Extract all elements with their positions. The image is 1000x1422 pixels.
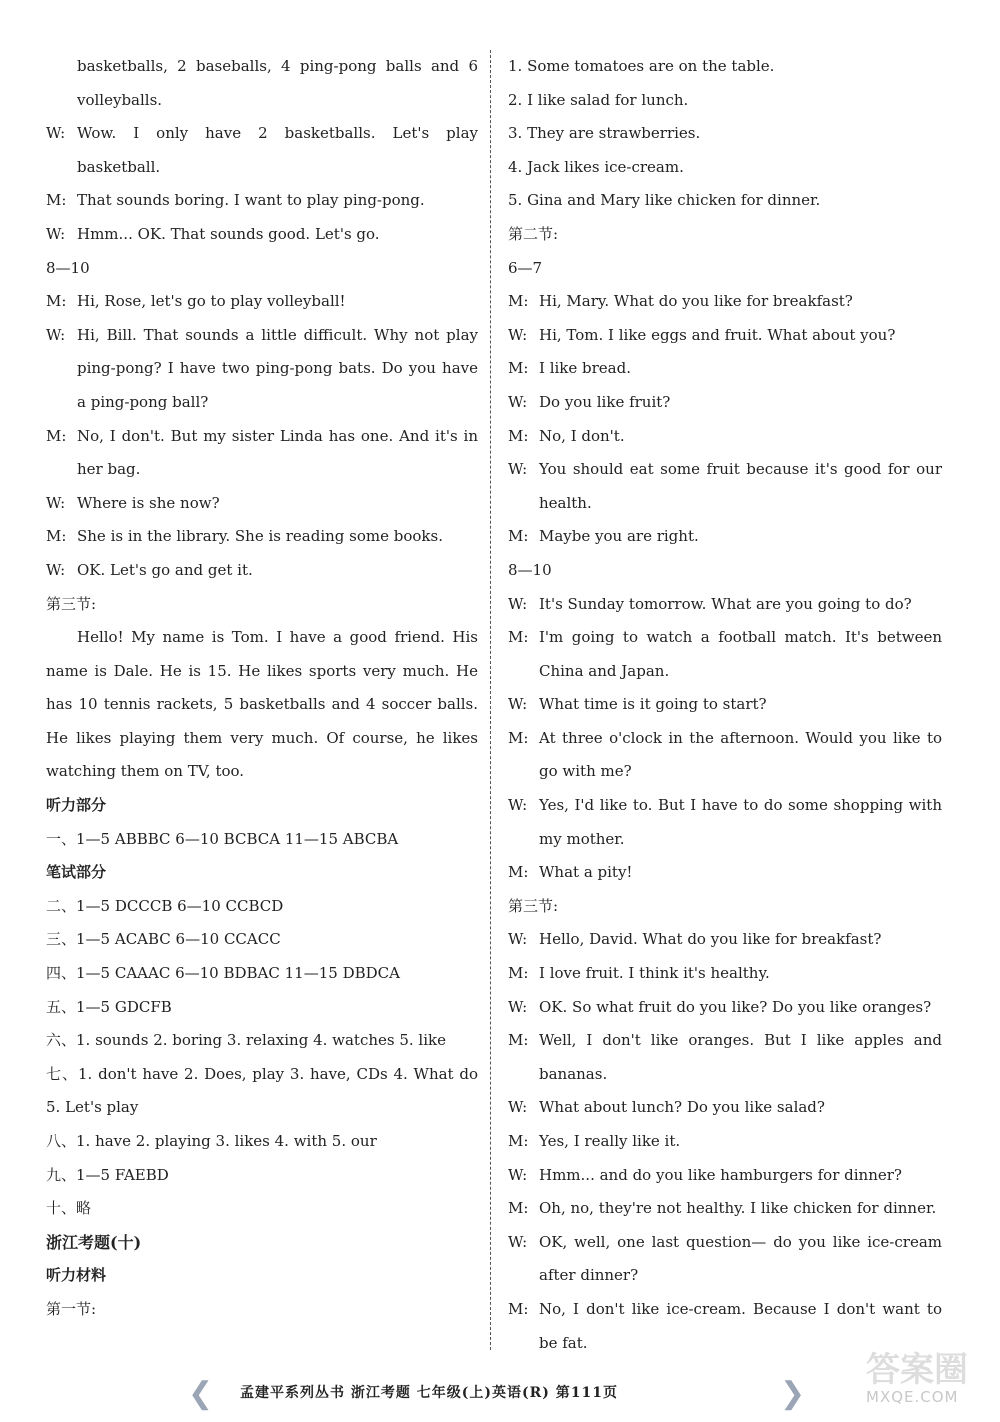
answer-line: 六、1. sounds 2. boring 3. relaxing 4. watches 5. like <box>46 1031 446 1050</box>
section-1-items <box>508 50 942 218</box>
right-dialog-3 <box>508 923 942 1360</box>
list-item: 2. I like salad for lunch. <box>508 90 689 109</box>
dialog-line: W: Where is she now? <box>46 493 220 512</box>
listening-answers: 一、1—5 ABBBC 6—10 BCBCA 11—15 ABCBA <box>46 829 399 848</box>
right-column <box>508 50 942 1360</box>
watermark-text: 答案圈 <box>866 1350 968 1390</box>
dialog-line: M: No, I don't. <box>508 426 625 445</box>
section-2-title: 第二节: <box>508 224 559 243</box>
page-footer <box>0 1376 1000 1411</box>
answer-line: 四、1—5 CAAAC 6—10 BDBAC 11—15 DBDCA <box>46 964 400 983</box>
dialog-line: W: Hmm... OK. That sounds good. Let's go. <box>46 224 380 243</box>
dialog-line: M: I like bread. <box>508 359 631 378</box>
list-item: 3. They are strawberries. <box>508 124 701 143</box>
dialog-line: M: Well, I don't like oranges. But I like apples and bananas. <box>508 1031 942 1083</box>
footer-text: 孟建平系列丛书 浙江考题 七年级(上)英语(R) 第111页 <box>240 1385 618 1401</box>
dialog-line: M: Oh, no, they're not healthy. I like chicken for dinner. <box>508 1199 937 1218</box>
dialog-line: W: Hmm... and do you like hamburgers for dinner? <box>508 1165 902 1184</box>
answer-line: 二、1—5 DCCCB 6—10 CCBCD <box>46 896 284 915</box>
chevron-left-icon: ❮ <box>188 1376 214 1411</box>
answer-line: 九、1—5 FAEBD <box>46 1165 169 1184</box>
list-item: 1. Some tomatoes are on the table. <box>508 57 775 75</box>
dialog-line: W: Do you like fruit? <box>508 392 671 411</box>
written-answers <box>46 890 478 1226</box>
dialog-line: M: Hi, Rose, let's go to play volleyball! <box>46 292 346 311</box>
dialog-line: M: She is in the library. She is reading some books. <box>46 527 443 546</box>
exam-title: 浙江考题(十) <box>46 1232 142 1252</box>
dialog-line: M: No, I don't. But my sister Linda has one. And it's in her bag. <box>46 426 478 479</box>
dialog-line: basketballs, 2 baseballs, 4 ping-pong balls and 6 volleyballs. <box>77 57 478 109</box>
list-item: 5. Gina and Mary like chicken for dinner. <box>508 191 821 210</box>
answer-line: 五、1—5 GDCFB <box>46 997 172 1016</box>
dialog-line: W: Hi, Tom. I like eggs and fruit. What about you? <box>508 325 896 344</box>
column-divider <box>490 50 491 1350</box>
range-label: 6—7 <box>508 258 543 277</box>
answer-line: 七、1. don't have 2. Does, play 3. have, CDs 4. What do 5. Let's play <box>46 1064 478 1117</box>
dialog-line: W: OK. Let's go and get it. <box>46 560 253 579</box>
dialog-line: W: Wow. I only have 2 basketballs. Let's play basketball. <box>46 124 478 176</box>
left-dialog-1 <box>46 50 478 252</box>
range-label: 8—10 <box>508 560 552 579</box>
dialog-line: M: I'm going to watch a football match. It's between China and Japan. <box>508 628 942 680</box>
section-3-title: 第三节: <box>46 594 97 613</box>
section-1-title: 第一节: <box>46 1299 97 1318</box>
list-item: 4. Jack likes ice-cream. <box>508 157 684 176</box>
right-dialog-2 <box>508 588 942 890</box>
written-heading: 笔试部分 <box>46 863 107 882</box>
dialog-line: M: Maybe you are right. <box>508 527 699 546</box>
dialog-line: M: Yes, I really like it. <box>508 1132 681 1150</box>
answer-line: 三、1—5 ACABC 6—10 CCACC <box>46 930 281 949</box>
material-heading: 听力材料 <box>46 1266 107 1285</box>
dialog-line: W: What time is it going to start? <box>508 695 767 714</box>
range-label: 8—10 <box>46 258 90 277</box>
dialog-line: W: Yes, I'd like to. But I have to do some shopping with my mother. <box>508 796 942 848</box>
answer-line: 十、略 <box>46 1199 92 1218</box>
dialog-line: M: No, I don't like ice-cream. Because I don't want to be fat. <box>508 1299 942 1352</box>
passage: Hello! My name is Tom. I have a good friend. His name is Dale. He is 15. He likes sports very much. He has 10 tennis rackets, 5 basketballs and 4 soccer balls. He likes playing them very much. Of course, he likes watching them on TV, too. <box>46 628 478 781</box>
watermark-url: MXQE.COM <box>866 1388 959 1406</box>
dialog-line: W: It's Sunday tomorrow. What are you going to do? <box>508 594 912 613</box>
dialog-line: W: You should eat some fruit because it's good for our health. <box>508 460 942 512</box>
left-dialog-2 <box>46 285 478 587</box>
chevron-right-icon: ❯ <box>780 1376 806 1411</box>
dialog-line: W: What about lunch? Do you like salad? <box>508 1098 825 1117</box>
answer-line: 八、1. have 2. playing 3. likes 4. with 5. our <box>46 1132 377 1150</box>
section-3-title: 第三节: <box>508 896 559 915</box>
left-column <box>46 50 478 1327</box>
dialog-line: M: At three o'clock in the afternoon. Would you like to go with me? <box>508 728 942 781</box>
dialog-line: W: Hello, David. What do you like for breakfast? <box>508 930 882 949</box>
dialog-line: M: That sounds boring. I want to play ping-pong. <box>46 191 425 210</box>
dialog-line: M: Hi, Mary. What do you like for breakfast? <box>508 292 853 311</box>
dialog-line: W: Hi, Bill. That sounds a little difficult. Why not play ping-pong? I have two ping-pong bats. Do you have a ping-pong ball? <box>46 325 478 411</box>
dialog-line: W: OK, well, one last question— do you like ice-cream after dinner? <box>508 1232 942 1285</box>
right-dialog-1 <box>508 285 942 554</box>
dialog-line: M: What a pity! <box>508 863 633 882</box>
watermark-logo <box>866 1352 986 1412</box>
dialog-line: M: I love fruit. I think it's healthy. <box>508 964 770 983</box>
listening-heading: 听力部分 <box>46 796 107 815</box>
dialog-line: W: OK. So what fruit do you like? Do you like oranges? <box>508 997 932 1016</box>
